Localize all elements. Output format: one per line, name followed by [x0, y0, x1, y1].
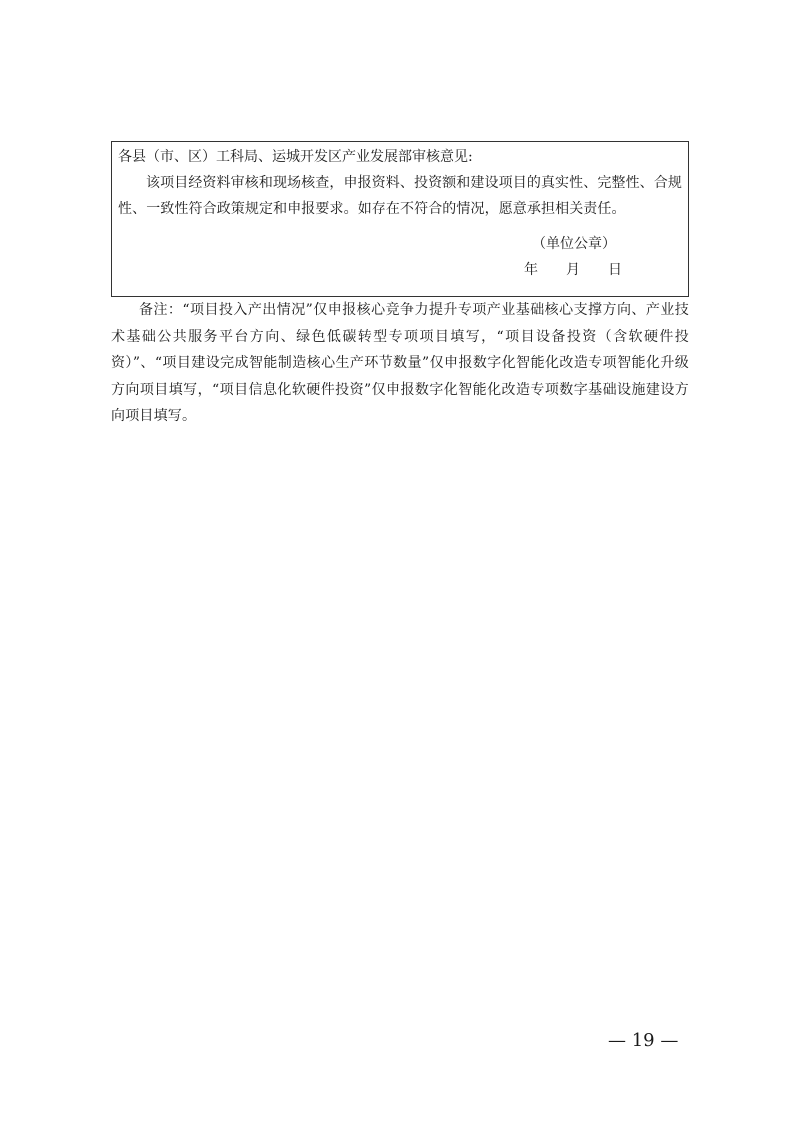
review-opinion-heading: 各县（市、区）工科局、运城开发区产业发展部审核意见: [118, 149, 473, 165]
review-opinion-box [111, 141, 689, 297]
date-day-label: 日 [608, 262, 622, 278]
remarks-note: 备注：“项目投入产出情况”仅申报核心竞争力提升专项产业基础核心支撑方向、产业技术基础公共服务平台方向、绿色低碳转型专项项目填写，“项目设备投资（含软硬件投资）”、“项目建设完成智能制造核心生产环节数量”仅申报数字化智能化改造专项智能化升级方向项目填写，“项目信息化软硬件投资”仅申报数字化智能化改造专项数字基础设施建设方向项目填写。 [111, 302, 689, 424]
date-month-label: 月 [566, 262, 580, 278]
review-opinion-statement: 该项目经资料审核和现场核查，申报资料、投资额和建设项目的真实性、完整性、合规性、一致性符合政策规定和申报要求。如存在不符合的情况，愿意承担相关责任。 [118, 175, 682, 217]
page-number: — 19 — [608, 1030, 679, 1051]
unit-seal-label: （单位公章） [532, 236, 616, 252]
signature-date-line [524, 257, 622, 283]
date-year-label: 年 [524, 262, 538, 278]
